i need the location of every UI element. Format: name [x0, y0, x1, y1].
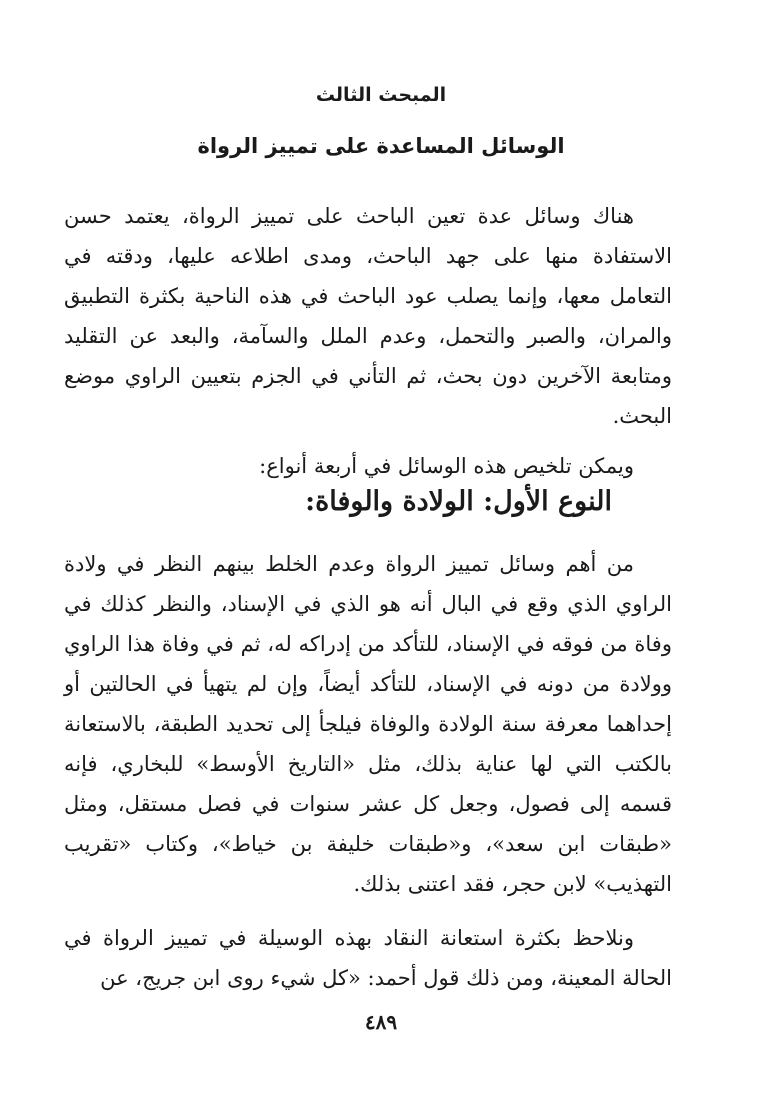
summary-paragraph: ويمكن تلخيص هذه الوسائل في أربعة أنواع: — [259, 454, 634, 478]
intro-paragraph: هناك وسائل عدة تعين الباحث على تمييز الرواة، يعتمد حسن الاستفادة منها على جهد الباحث، ومدى اطلاعه عليها، ودقته في التعامل معها، وإنما يصلب عود الباحث في هذه الناحية بكثرة التطبيق والمران، والصبر والتحمل، وعدم الملل والسآمة، والبعد عن التقليد ومتابعة الآخرين دون بحث، ثم التأني في الجزم بتعيين الراوي موضع البحث. — [64, 204, 672, 428]
chapter-title: الوسائل المساعدة على تمييز الرواة — [197, 134, 565, 158]
type1-body-paragraph: من أهم وسائل تمييز الرواة وعدم الخلط بينهم النظر في ولادة الراوي الذي وقع في البال أنه هو الذي في الإسناد، والنظر كذلك في وفاة من فوقه في الإسناد، للتأكد من إدراكه له، ثم في وفاة هذا الراوي وولادة من دونه في الإسناد، للتأكد أيضاً، وإن لم يتهيأ في الحالتين أو إحداهما معرفة سنة الولادة والوفاة فيلجأ إلى تحديد الطبقة، بالاستعانة بالكتب التي لها عناية بذلك، مثل «التاريخ الأوسط» للبخاري، فإنه قسمه إلى فصول، وجعل كل عشر سنوات في فصل مستقل، ومثل «طبقات ابن سعد»، و«طبقات خليفة بن خياط»، وكتاب «تقريب التهذيب» لابن حجر، فقد اعتنى بذلك. — [64, 552, 672, 896]
section-label: المبحث الثالث — [315, 84, 447, 106]
page-number: ٤٨٩ — [364, 1010, 398, 1034]
type1-heading: النوع الأول: الولادة والوفاة: — [305, 486, 612, 517]
closing-paragraph: ونلاحظ بكثرة استعانة النقاد بهذه الوسيلة في تمييز الرواة في الحالة المعينة، ومن ذلك قول أحمد: «كل شيء روى ابن جريج، عن — [64, 926, 672, 990]
